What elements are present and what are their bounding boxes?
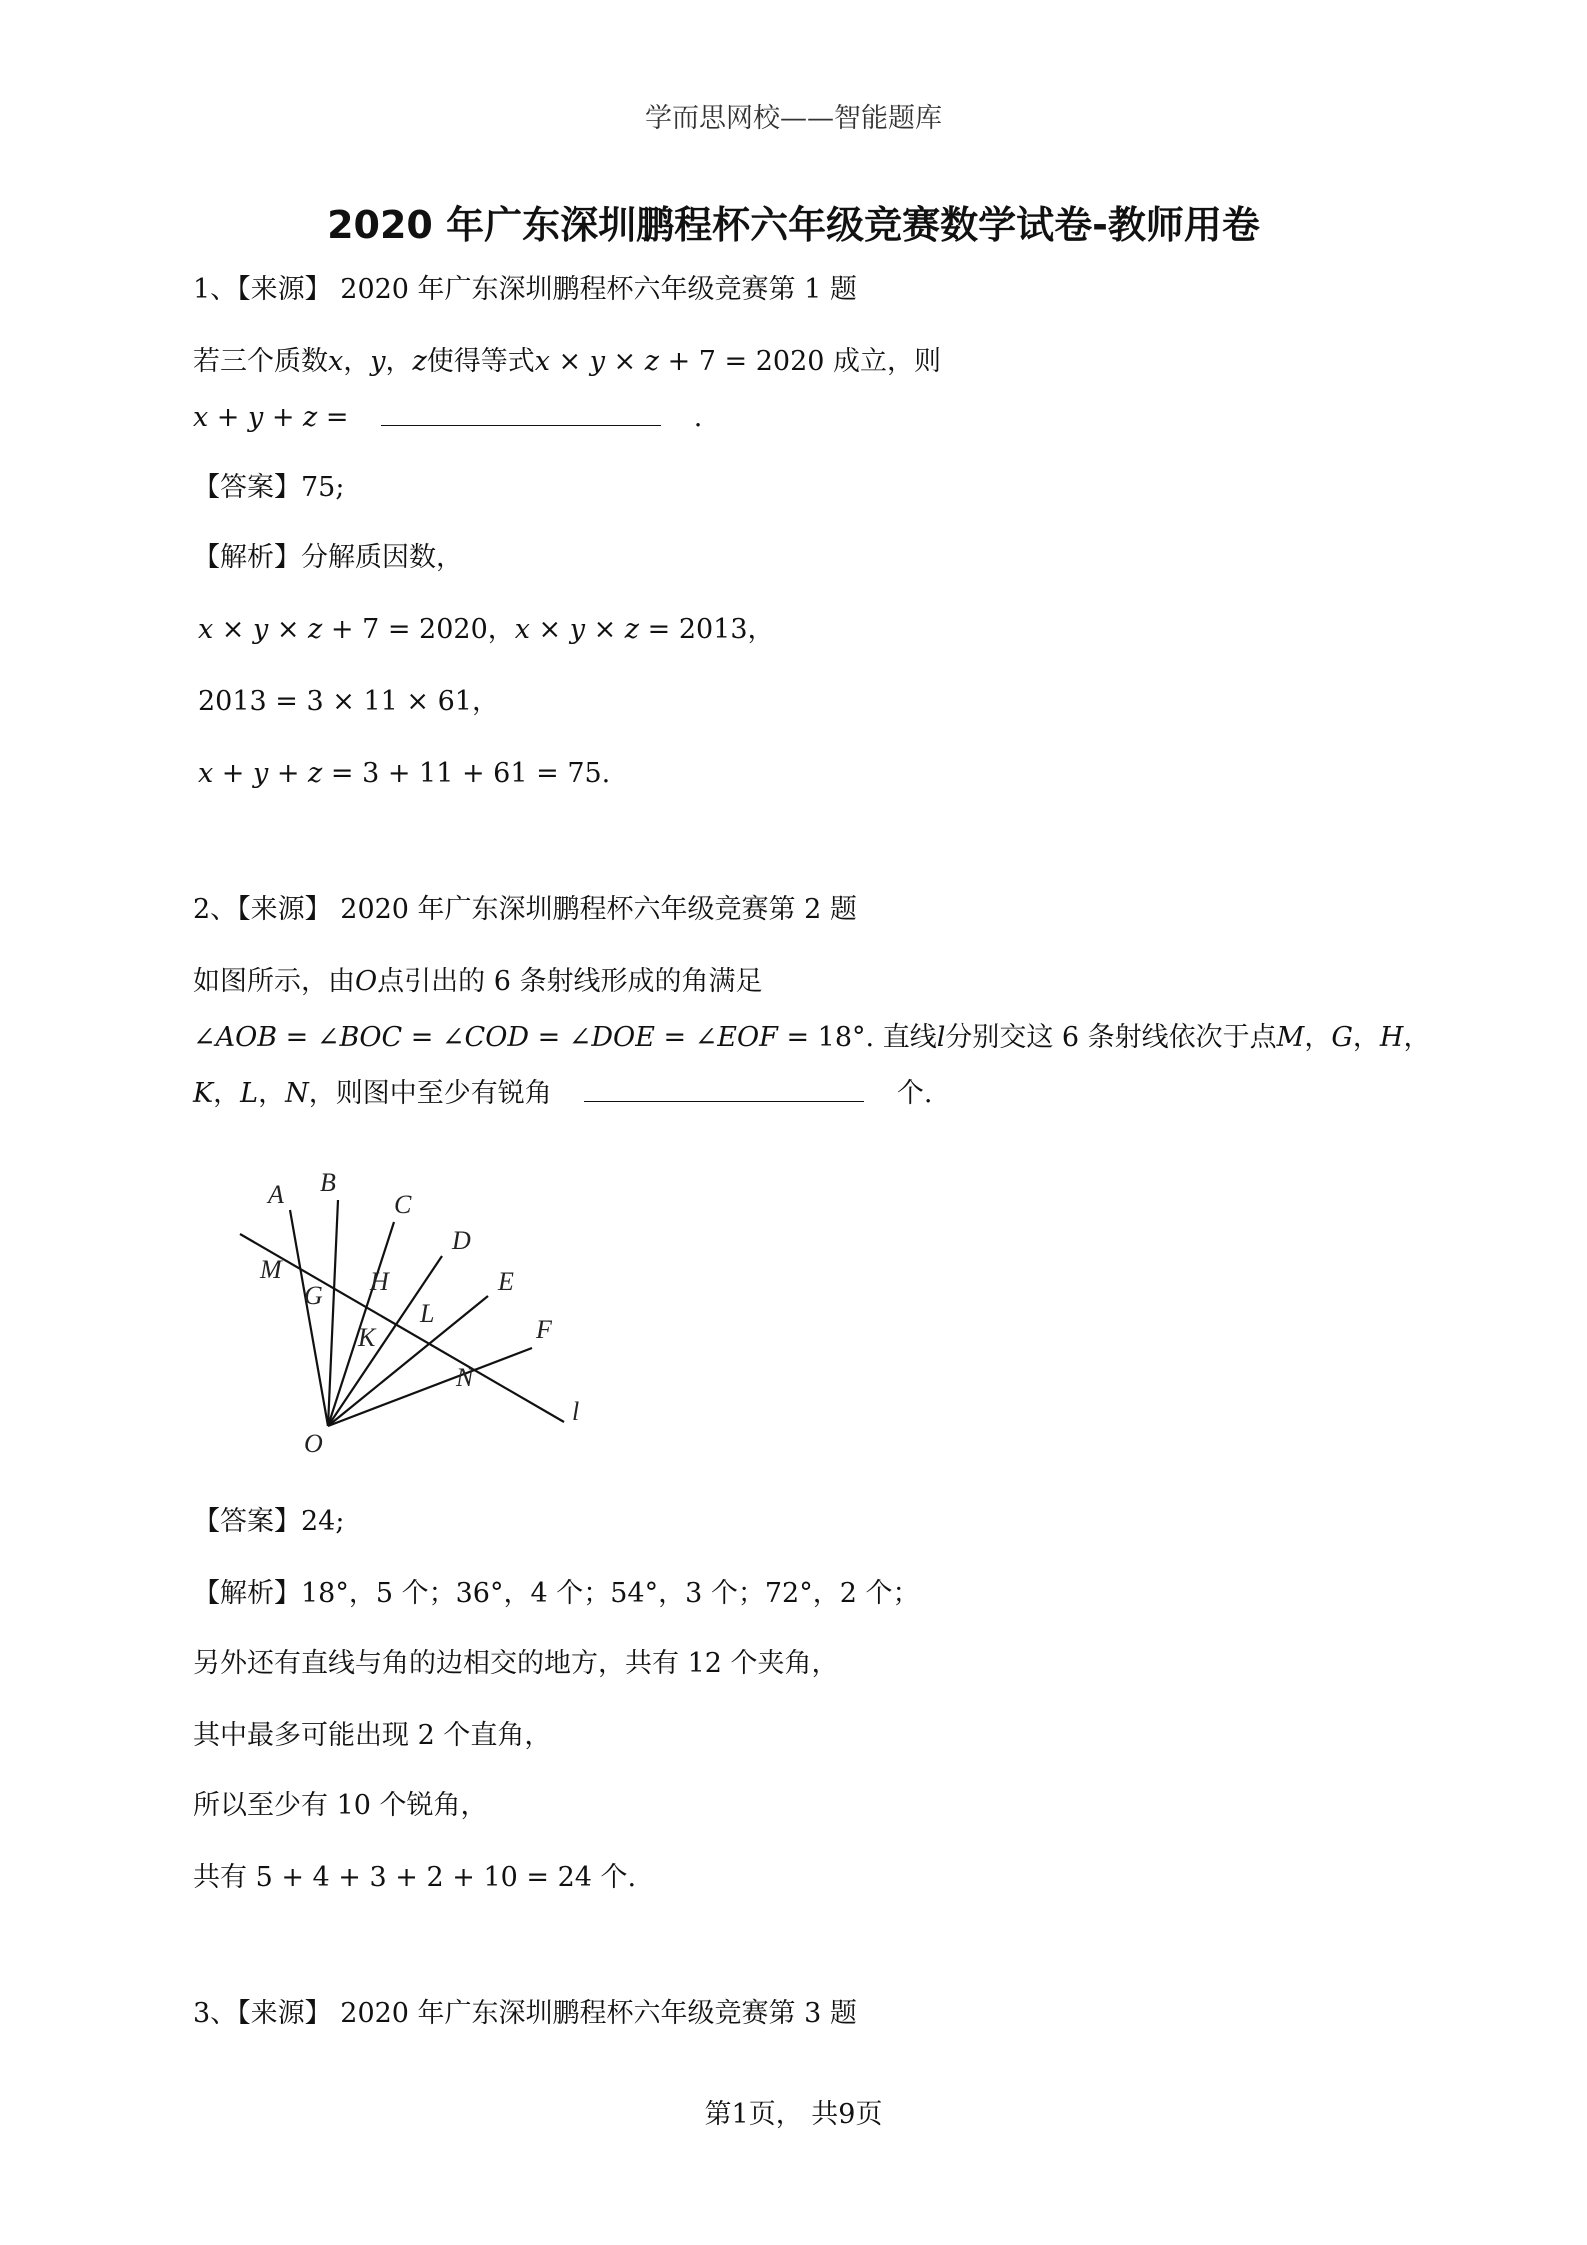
q2-step4: 共有 5 + 4 + 3 + 2 + 10 = 24 个.: [193, 1862, 637, 1893]
q1-analysis: 【解析】分解质因数，: [193, 542, 463, 573]
line-l: [240, 1234, 564, 1422]
label-h: H: [370, 1267, 389, 1296]
rays-figure: [220, 1160, 600, 1470]
paper-title: 2020 年广东深圳鹏程杯六年级竞赛数学试卷-教师用卷: [327, 203, 1260, 247]
q1-stem-end: .: [693, 402, 703, 433]
q2-step1: 另外还有直线与角的边相交的地方，共有 12 个夹角，: [193, 1648, 839, 1679]
q3-source: 3、【来源】 2020 年广东深圳鹏程杯六年级竞赛第 3 题: [193, 1998, 857, 2029]
q2-stem-text: 𝐾，𝐿，𝑁，则图中至少有锐角: [193, 1078, 552, 1109]
ray-of: [328, 1348, 532, 1426]
label-f: F: [536, 1315, 552, 1344]
q2-step2: 其中最多可能出现 2 个直角，: [193, 1720, 552, 1751]
label-c: C: [394, 1190, 412, 1219]
q1-source: 1、【来源】 2020 年广东深圳鹏程杯六年级竞赛第 1 题: [193, 274, 857, 305]
label-o: O: [304, 1429, 323, 1458]
q1-stem-expr: 𝑥 + 𝑦 + 𝑧 =: [193, 402, 349, 433]
q1-answer-blank[interactable]: [381, 424, 661, 426]
q2-answer-blank[interactable]: [584, 1100, 864, 1102]
q1-step1: 𝑥 × 𝑦 × 𝑧 + 7 = 2020，𝑥 × 𝑦 × 𝑧 = 2013，: [198, 614, 775, 645]
label-g: G: [304, 1281, 323, 1310]
label-a: A: [268, 1180, 284, 1209]
label-m: M: [260, 1255, 282, 1284]
label-e: E: [498, 1267, 514, 1296]
q2-stem-end: 个.: [896, 1078, 933, 1109]
ray-ob: [328, 1200, 338, 1426]
q2-stem-line2: ∠𝐴𝑂𝐵 = ∠𝐵𝑂𝐶 = ∠𝐶𝑂𝐷 = ∠𝐷𝑂𝐸 = ∠𝐸𝑂𝐹 = 18°. 直线𝑙分别交这 6 条射线依次于点𝑀，𝐺，𝐻，: [193, 1022, 1431, 1053]
label-l-point: L: [420, 1299, 435, 1328]
label-line-l: l: [572, 1397, 580, 1426]
label-k: K: [358, 1323, 376, 1352]
q2-stem-line3: [193, 1076, 933, 1112]
q1-answer: 【答案】75;: [193, 472, 345, 503]
q2-step3: 所以至少有 10 个锐角，: [193, 1790, 488, 1821]
ray-oa: [290, 1210, 328, 1426]
q1-stem-line2: [193, 400, 702, 436]
q2-source: 2、【来源】 2020 年广东深圳鹏程杯六年级竞赛第 2 题: [193, 894, 857, 925]
q1-step3: 𝑥 + 𝑦 + 𝑧 = 3 + 11 + 61 = 75.: [198, 758, 611, 789]
q1-step2: 2013 = 3 × 11 × 61，: [198, 686, 499, 717]
label-d: D: [452, 1226, 471, 1255]
q2-stem-line1: 如图所示，由𝑂点引出的 6 条射线形成的角满足: [193, 966, 763, 997]
q2-analysis: 【解析】18°，5 个；36°，4 个；54°，3 个；72°，2 个；: [193, 1578, 920, 1609]
ray-oe: [328, 1296, 488, 1426]
page-header: 学而思网校——智能题库: [645, 103, 942, 134]
q1-stem-line1: 若三个质数𝑥，𝑦，𝑧使得等式𝑥 × 𝑦 × 𝑧 + 7 = 2020 成立，则: [193, 346, 942, 377]
label-n: N: [456, 1363, 474, 1392]
label-b: B: [320, 1168, 336, 1197]
page-footer: 第1页， 共9页: [704, 2099, 883, 2130]
q2-answer: 【答案】24;: [193, 1506, 345, 1537]
